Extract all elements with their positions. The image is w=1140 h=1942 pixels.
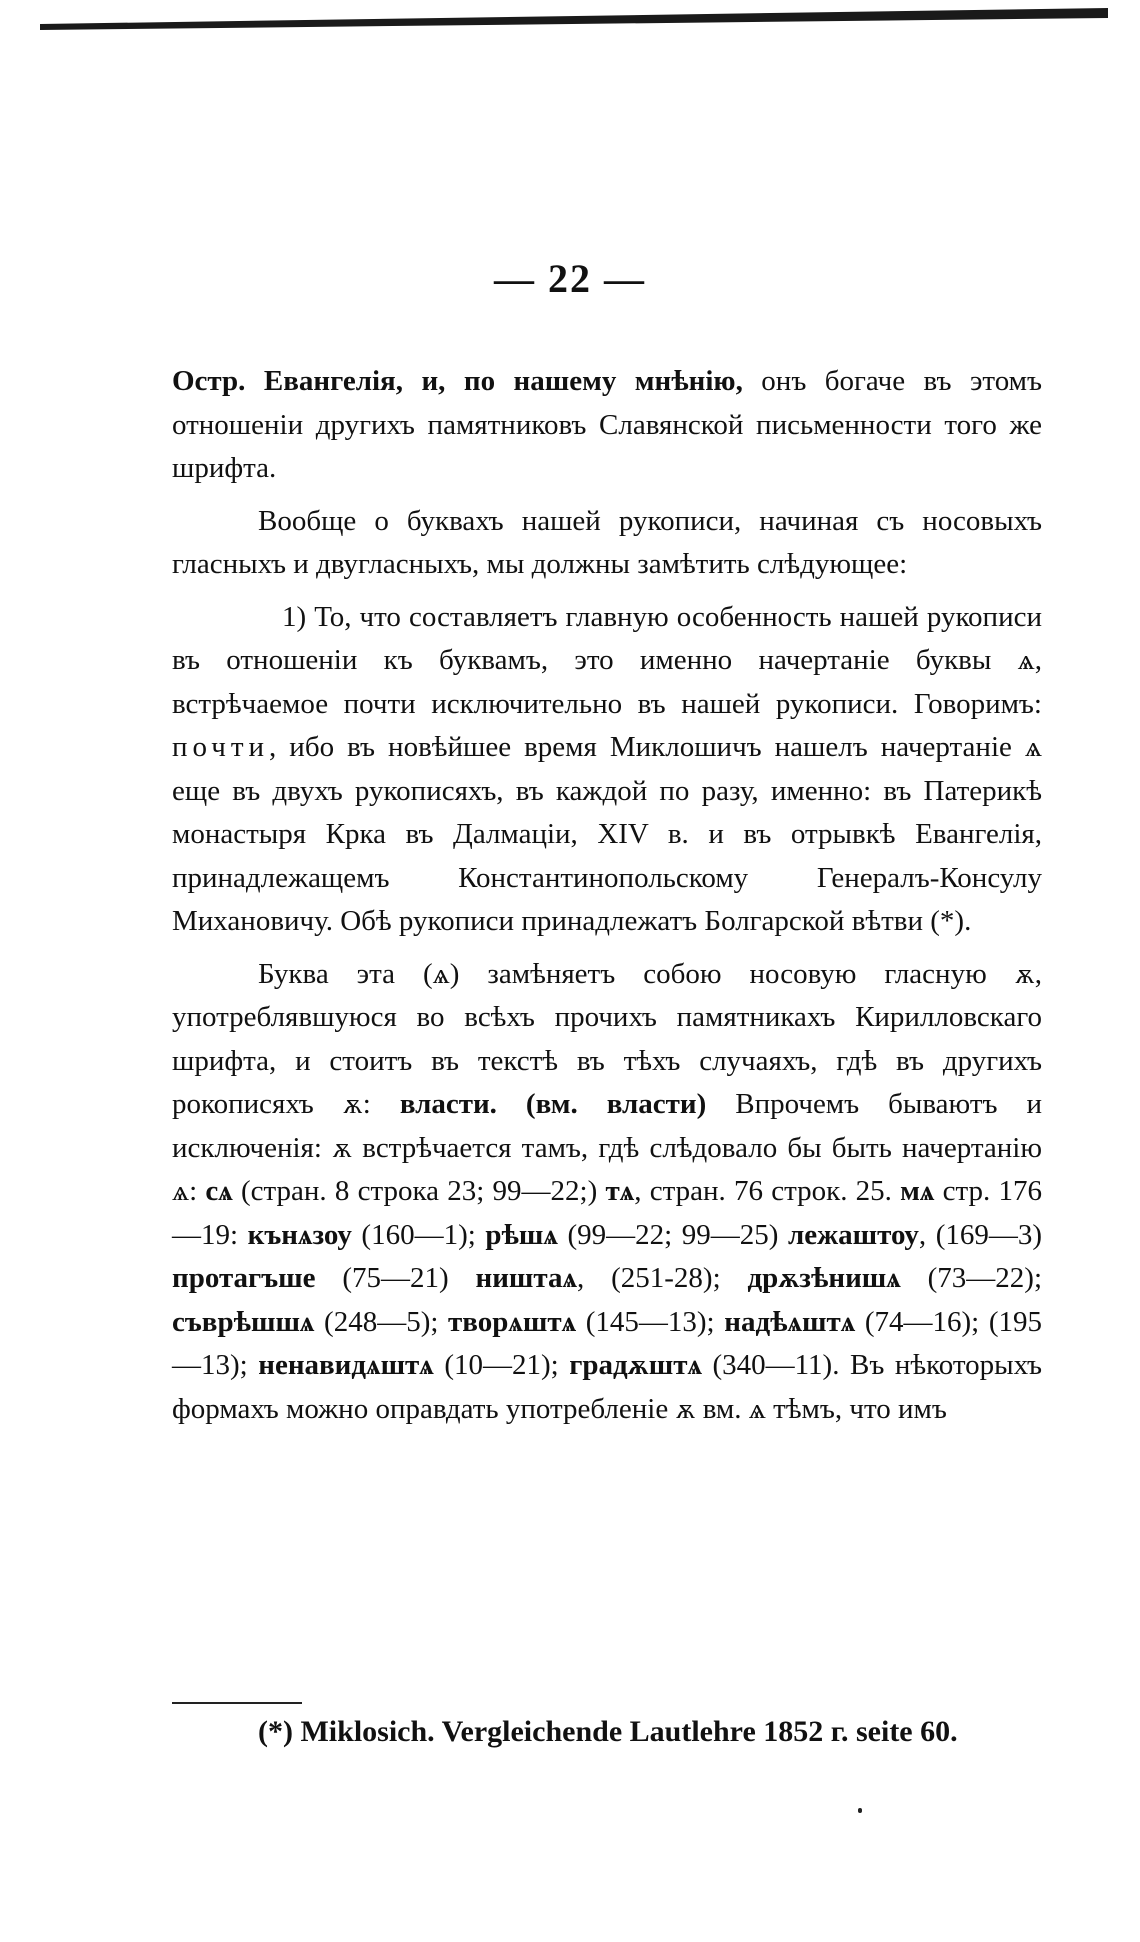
paragraph-4-part-26: надѣѧштѧ [724, 1305, 856, 1338]
paragraph-3-part-2: почти [172, 731, 270, 763]
paragraph-1 [172, 360, 1042, 491]
footnote: (*) Miklosich. Vergleichende Lautlehre 1852 г. seite 60. [258, 1715, 958, 1748]
paragraph-4-part-22: съврѣшшѧ [172, 1305, 315, 1338]
paragraph-1-part-1: Остр. Евангелія, и, по нашему мнѣнію, [172, 365, 762, 397]
paragraph-4-part-18: ништаѧ [475, 1262, 578, 1294]
paragraph-4-part-23: (248—5); [314, 1305, 449, 1338]
paragraph-4-part-31: (340—11). Въ нѣкоторыхъ формахъ можно оправдать употребленіе ѫ вм. ѧ тѣмъ, что имъ [172, 1349, 1043, 1425]
footnote-rule [172, 1702, 302, 1704]
paragraph-4-part-8: мѧ [900, 1175, 935, 1207]
paragraph-4-part-21: (73—22); [900, 1262, 1042, 1294]
paragraph-4-part-7: , стран. 76 строк. 25. [634, 1175, 901, 1207]
paragraph-3-part-3: , ибо въ новѣйшее время Миклошичъ нашелъ начертаніе ѧ еще въ двухъ рукописяхъ, въ каждой по разу, именно: въ Патерикѣ монастыря Крка въ Далмаціи, XIV в. и въ отрывкѣ Евангелія, принадлежащемъ Константинопольскому Генералъ-Консулу Михановичу. Обѣ рукописи принадлежатъ Болгарской вѣтви (*). [172, 731, 1042, 937]
paragraph-4-part-9: стр. 176—19: [172, 1175, 1042, 1251]
paragraph-1-part-2: онъ богаче въ этомъ отношеніи другихъ памятниковъ Славянской письменности того же шрифта. [172, 365, 1042, 484]
paragraph-4-part-25: (145—13); [576, 1305, 725, 1338]
paragraph-4 [172, 953, 1042, 1432]
paragraph-4-part-30: градѫштѧ [569, 1349, 702, 1381]
paragraph-4-part-16: протагъше [172, 1262, 316, 1294]
paragraph-4-part-15: , (169—3) [918, 1218, 1043, 1251]
paragraph-2 [172, 500, 1042, 587]
paragraph-4-part-29: (10—21); [433, 1349, 570, 1381]
paragraph-4-part-28: ненавидѧштѧ [258, 1349, 434, 1381]
paragraph-4-part-1: Буква эта (ѧ) замѣняетъ собою носовую гласную ѫ, употреблявшуюся во всѣхъ прочихъ памятникахъ Кирилловскаго шрифта, и стоитъ въ текстѣ въ тѣхъ случаяхъ, гдѣ въ другихъ рокописяхъ ѫ: [172, 957, 1042, 1120]
top-rule [40, 8, 1108, 30]
paragraph-4-part-5: (стран. 8 строка 23; 99—22;) [232, 1175, 606, 1207]
paragraph-4-part-2: власти. (вм. власти) [399, 1088, 707, 1120]
paragraph-4-part-27: (74—16); (195—13); [172, 1305, 1043, 1381]
paragraph-4-part-11: (160—1); [351, 1218, 486, 1251]
ink-speck [858, 1808, 862, 1813]
paragraph-4-part-3: Впрочемъ бываютъ и исключенія: ѫ встрѣчается тамъ, гдѣ слѣдовало бы быть начертанію ѧ: [172, 1088, 1043, 1207]
paragraph-4-part-20: дрѫзѣнишѧ [747, 1262, 901, 1294]
paragraph-4-part-12: рѣшѧ [485, 1218, 558, 1251]
paragraph-3-part-1: 1) То, что составляетъ главную особенность нашей рукописи въ отношеніи къ буквамъ, это именно начертаніе буквы ѧ, встрѣчаемое почти исключительно въ нашей рукописи. Говоримъ: [172, 600, 1042, 720]
paragraph-4-part-24: творѧштѧ [448, 1305, 577, 1338]
paragraph-4-part-6: тѧ [605, 1175, 635, 1207]
page-number: — 22 — [494, 256, 646, 301]
paragraph-4-part-4: сѧ [205, 1175, 233, 1207]
paragraph-4-part-17: (75—21) [315, 1262, 476, 1294]
paragraph-4-part-13: (99—22; 99—25) [557, 1218, 788, 1251]
paragraph-3 [172, 596, 1042, 944]
paragraph-2-part-1: Вообще о буквахъ нашей рукописи, начиная съ носовыхъ гласныхъ и двугласныхъ, мы должны замѣтить слѣдующее: [172, 504, 1042, 580]
paragraph-4-part-14: лежаштоу [787, 1218, 919, 1251]
paragraph-4-part-10: кънѧзоу [247, 1218, 352, 1251]
paragraph-4-part-19: , (251-28); [577, 1262, 748, 1294]
body-text [172, 360, 1042, 1440]
